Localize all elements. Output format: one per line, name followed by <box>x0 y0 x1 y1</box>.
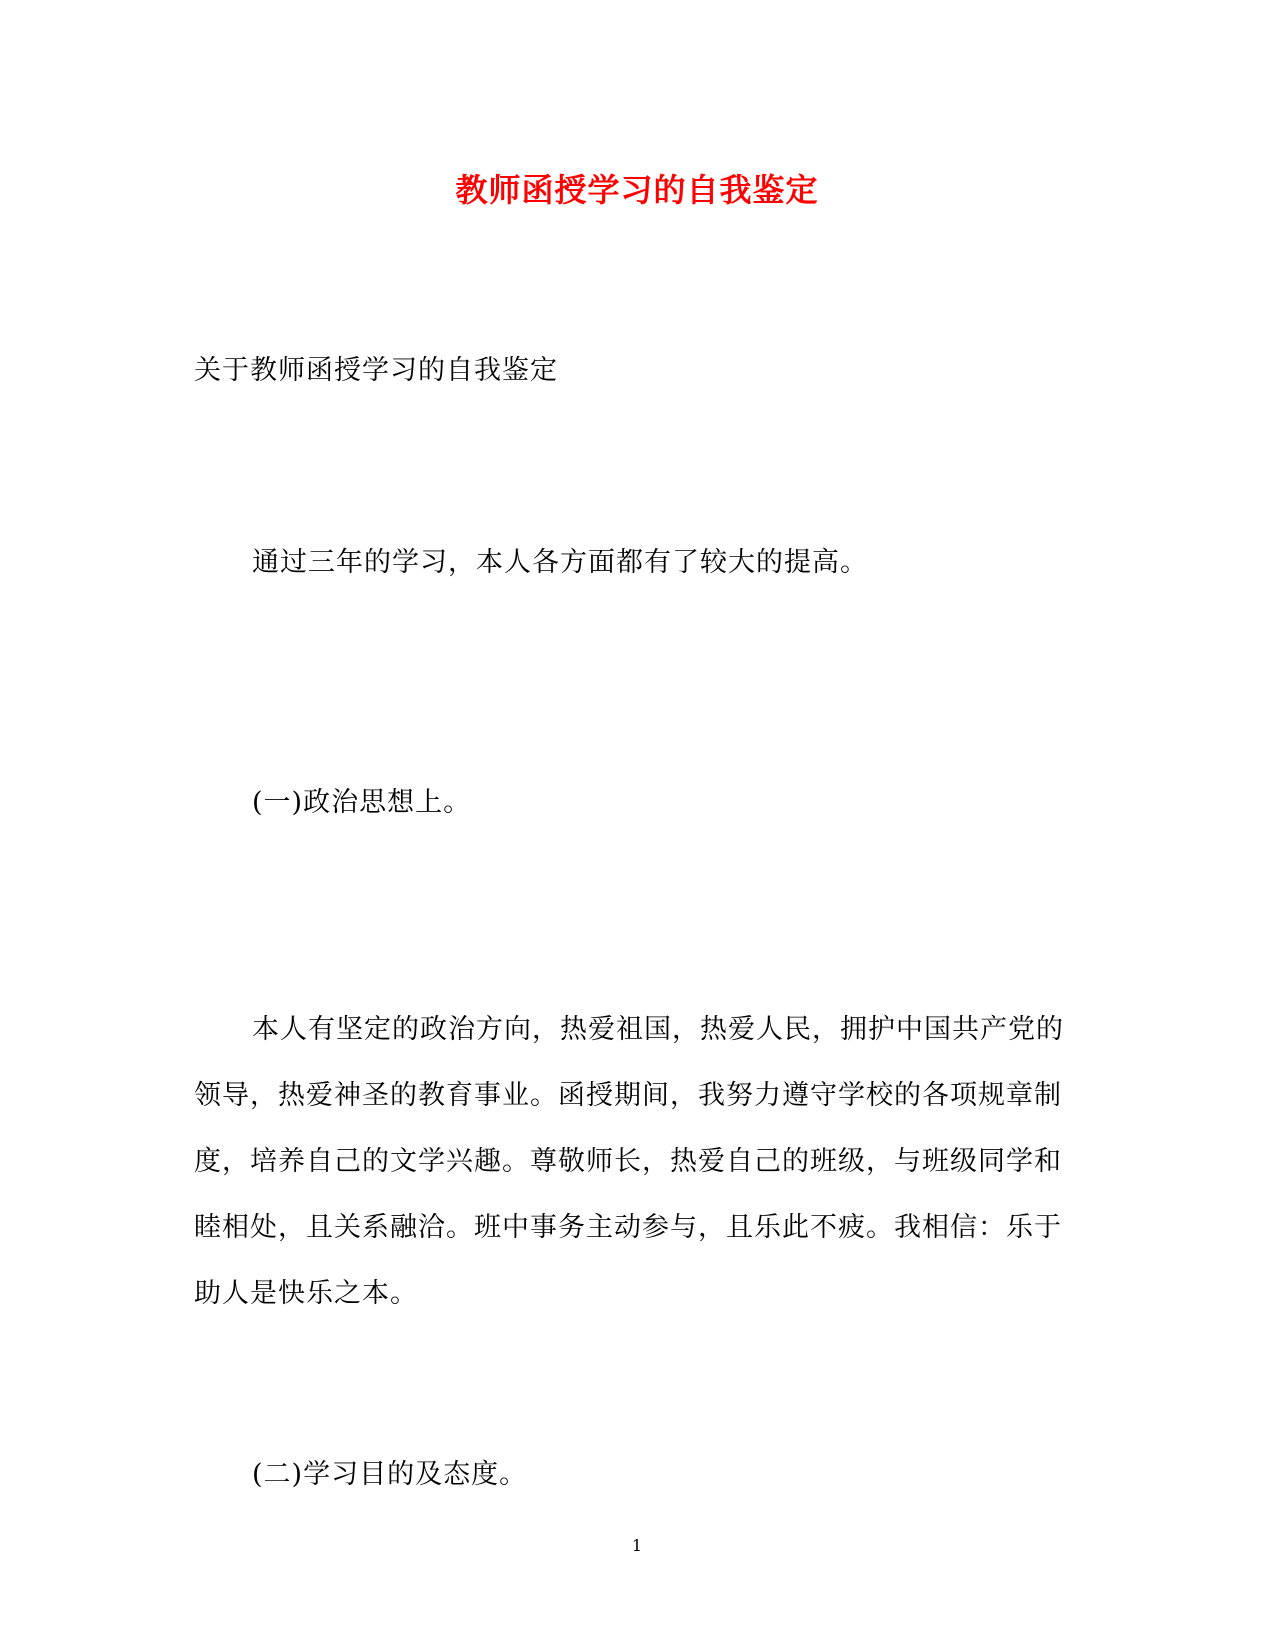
paragraph-political: 本人有坚定的政治方向，热爱祖国，热爱人民，拥护中国共产党的领导，热爱神圣的教育事业。函授期间，我努力遵守学校的各项规章制度，培养自己的文学兴趣。尊敬师长，热爱自己的班级，与班级同学和睦相处，且关系融洽。班中事务主动参与，且乐此不疲。我相信：乐于助人是快乐之本。 <box>194 1014 1064 1309</box>
paragraph-intro: 通过三年的学习，本人各方面都有了较大的提高。 <box>252 547 868 578</box>
section-heading-political: (一)政治思想上。 <box>252 787 472 818</box>
page-number: 1 <box>631 1536 643 1555</box>
section-heading-study-goal: (二)学习目的及态度。 <box>252 1459 528 1490</box>
document-title: 教师函授学习的自我鉴定 <box>455 171 819 209</box>
document-subtitle: 关于教师函授学习的自我鉴定 <box>194 355 558 386</box>
